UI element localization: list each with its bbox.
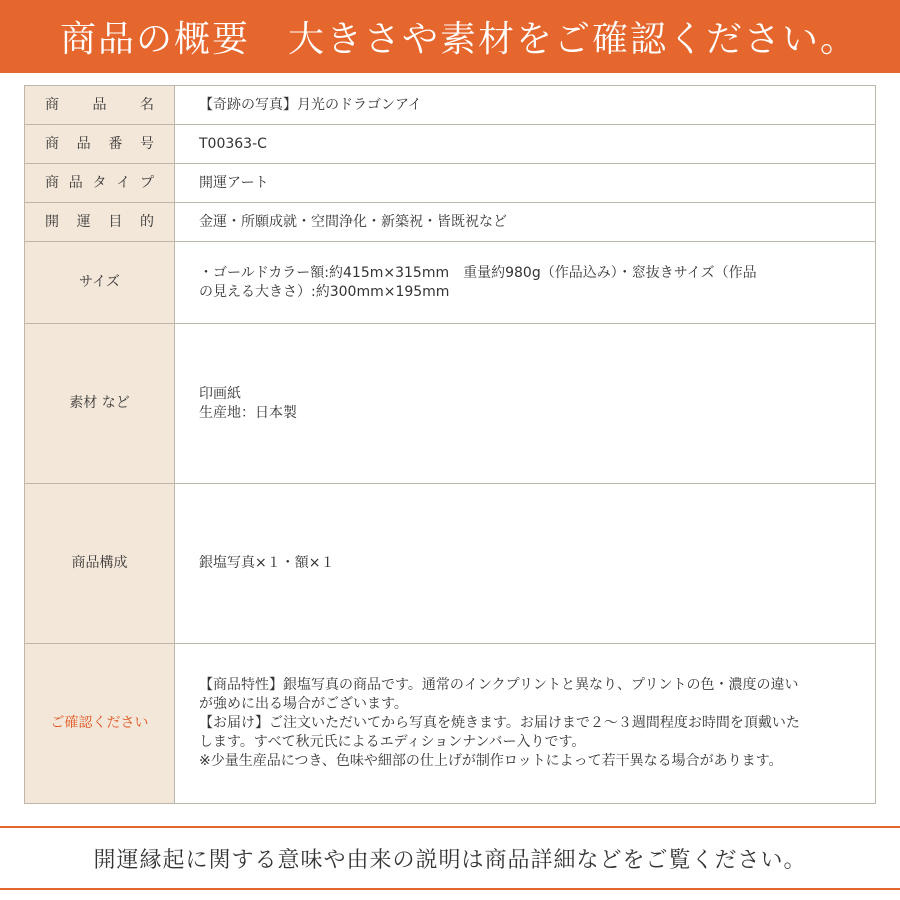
row-value-product-type [175,164,876,203]
table-row-material [25,324,876,484]
label-char: 品 [92,96,107,113]
row-label-product-name [25,86,175,125]
value-line: 印画紙 [199,385,241,402]
label-char: 品 [76,135,91,152]
table-row-size [25,242,876,324]
label-char: 商 [45,96,59,113]
table-row-notice [25,644,876,804]
row-value-product-name [175,86,876,125]
value-line: します。すべて秋元氏によるエディションナンバー入りです。 [199,734,586,750]
row-label-notice [25,644,175,804]
label-char: 的 [139,213,154,230]
value-line: 開運アート [199,174,269,191]
label-char: 品 [68,174,83,191]
label-char: 号 [139,135,154,152]
table-row-contents [25,484,876,644]
label-char: タ [92,174,107,191]
row-label-text: ご確認ください [50,715,149,731]
row-value-product-number [175,125,876,164]
row-label-product-type [25,164,175,203]
label-char: プ [140,174,154,191]
table-row-product-number [25,125,876,164]
label-char: 運 [76,213,91,230]
label-char: イ [116,174,131,191]
label-char: 番 [108,135,123,152]
row-value-size [175,242,876,324]
row-value-purpose [175,203,876,242]
row-label-text: 商品構成 [71,555,128,571]
value-line: ※少量生産品につき、色味や細部の仕上げが制作ロットによって若干異なる場合があります。 [199,753,783,769]
value-line: 銀塩写真×１・額×１ [199,555,335,571]
row-value-notice [175,644,876,804]
table-row-product-name [25,86,876,125]
label-char: 商 [45,135,59,152]
row-label-material [25,324,175,484]
value-line: 金運・所願成就・空間浄化・新築祝・皆既祝など [199,213,507,230]
row-label-product-number [25,125,175,164]
table-row-product-type [25,164,876,203]
row-label-purpose [25,203,175,242]
value-line: 【お届け】ご注文いただいてから写真を焼きます。お届けまで２～３週間程度お時間を頂戴いた [199,715,800,731]
product-spec-table [24,85,876,804]
footer-note-text: 開運縁起に関する意味や由来の説明は商品詳細などをご覧ください。 [93,847,807,873]
row-label-text: 素材 など [69,395,130,411]
label-char: 開 [45,213,59,230]
value-line: が強めに出る場合がございます。 [199,696,408,712]
table-row-purpose [25,203,876,242]
header-banner [0,0,900,73]
footer-divider-bottom [0,888,900,890]
label-char: 目 [108,213,123,230]
row-label-contents [25,484,175,644]
value-line: T00363-C [199,135,267,152]
footer-note [0,828,900,888]
row-value-contents [175,484,876,644]
value-line: 【商品特性】銀塩写真の商品です。通常のインクプリントと異なり、プリントの色・濃度の違い [199,677,799,693]
value-line: 生産地：日本製 [199,404,297,421]
row-value-material [175,324,876,484]
label-char: 名 [140,96,154,113]
row-label-text: サイズ [79,274,120,290]
value-line: 【奇跡の写真】月光のドラゴンアイ [199,96,422,113]
value-line: の見える大きさ）:約300mm×195mm [199,283,450,300]
row-label-size [25,242,175,324]
value-line: ・ゴールドカラー額:約415m×315mm 重量約980g（作品込み）・窓抜きサイズ（作品 [199,264,757,281]
label-char: 商 [45,174,59,191]
page-title: 商品の概要 大きさや素材をご確認ください。 [60,19,859,60]
